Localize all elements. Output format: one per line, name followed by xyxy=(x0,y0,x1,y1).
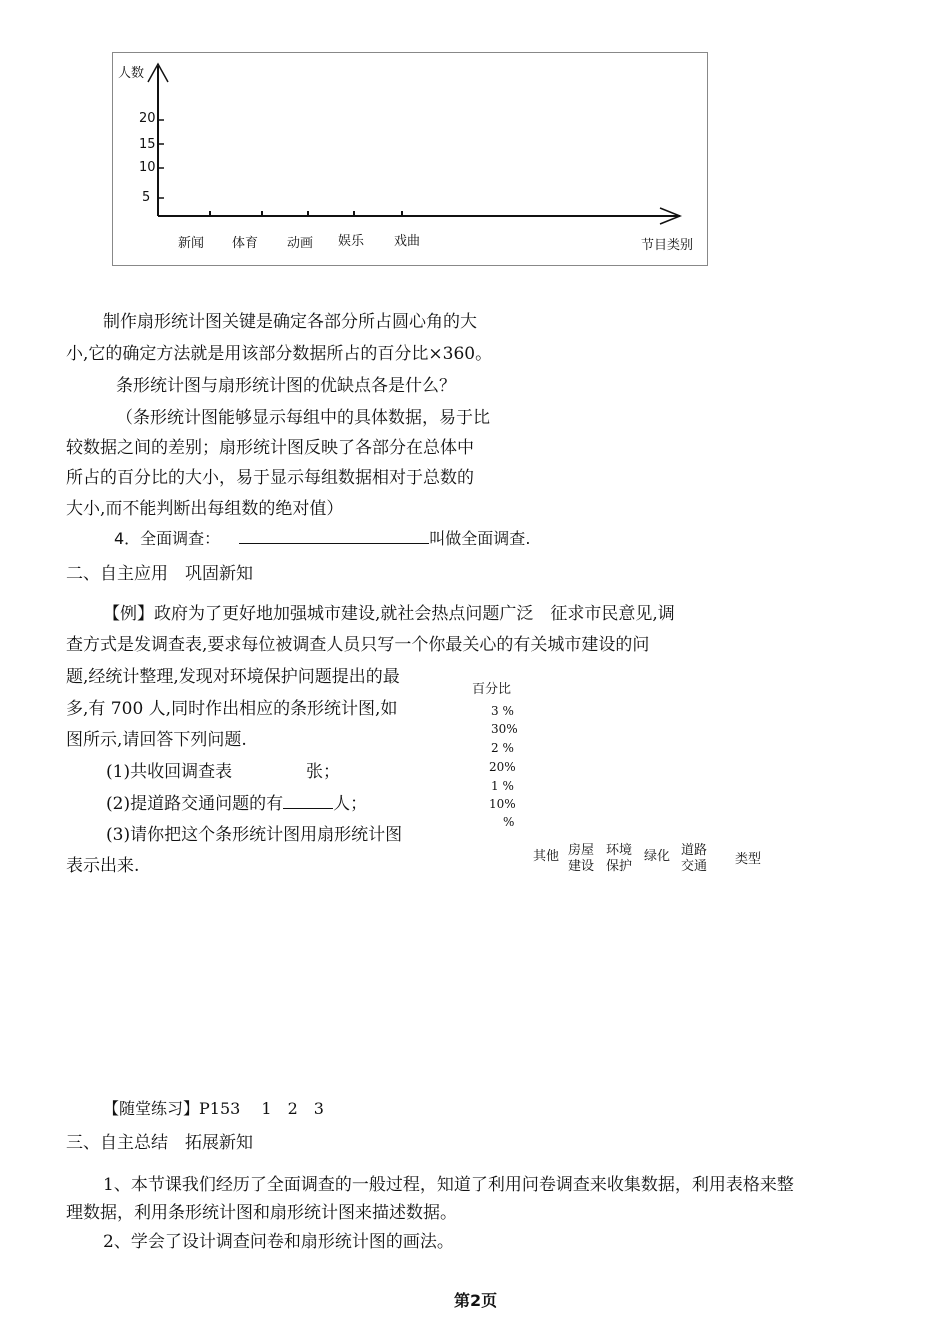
chart2-y-label: 百分比 xyxy=(472,682,512,697)
y-tick-label: 20 xyxy=(139,111,156,126)
x-category-label: 戏曲 xyxy=(394,234,421,249)
category-line: 道路 xyxy=(681,843,708,858)
x-axis-label: 节目类别 xyxy=(641,238,694,253)
x-category-label: 新闻 xyxy=(178,236,205,251)
category-line: 交通 xyxy=(681,859,708,874)
text-line: 1、本节课我们经历了全面调查的一般过程，知道了利用问卷调查来收集数据，利用表格来整 xyxy=(103,1175,794,1195)
item-end: . xyxy=(525,529,531,548)
x-category-label: 娱乐 xyxy=(338,234,365,249)
category-line: 保护 xyxy=(606,859,633,874)
chart2-category xyxy=(568,843,594,875)
chart2-y-tick: 30% xyxy=(491,722,518,736)
text-line: 大小,而不能判断出每组数的绝对值） xyxy=(66,499,344,519)
text-line: 图所示,请回答下列问题. xyxy=(66,730,247,750)
chart2-y-tick: 20% xyxy=(489,760,516,774)
item-prefix: 4．全面调查： xyxy=(114,529,221,548)
text-line: 理数据，利用条形统计图和扇形统计图来描述数据。 xyxy=(66,1203,457,1223)
fill-blank[interactable] xyxy=(283,808,333,809)
category-line: 房屋 xyxy=(568,843,595,858)
chart2-category xyxy=(681,843,707,875)
y-tick-label: 10 xyxy=(139,160,156,175)
text-line: 所占的百分比的大小，易于显示每组数据相对于总数的 xyxy=(66,468,474,488)
chart2-x-label: 类型 xyxy=(735,852,762,867)
question-2-text: (2)提道路交通问题的有 xyxy=(106,794,284,814)
text-line: 条形统计图与扇形统计图的优缺点各是什么？ xyxy=(116,376,456,396)
chart2-category xyxy=(606,843,632,875)
text-line: 小,它的确定方法就是用该部分数据所占的百分比×360。 xyxy=(66,344,493,364)
practice-line: 【随堂练习】P153 1 2 3 xyxy=(103,1099,324,1118)
chart2-y-tick: % xyxy=(503,815,515,829)
category-line: 环境 xyxy=(606,843,633,858)
question-3: (3)请你把这个条形统计图用扇形统计图 xyxy=(106,825,403,845)
chart2-category: 绿化 xyxy=(644,849,671,864)
item-term: 全面调查 xyxy=(461,529,526,548)
chart2-category: 其他 xyxy=(533,849,560,864)
chart2-y-tick: 2 % xyxy=(491,741,514,755)
text-line: 较数据之间的差别；扇形统计图反映了各部分在总体中 xyxy=(66,438,474,458)
question-3-cont: 表示出来. xyxy=(66,856,140,876)
chart2-y-tick: 1 % xyxy=(491,779,514,793)
question-2 xyxy=(106,789,367,814)
page-number: 第2页 xyxy=(454,1291,498,1310)
definition-item xyxy=(114,526,530,549)
category-line: 建设 xyxy=(568,859,595,874)
text-line: 制作扇形统计图关键是确定各部分所占圆心角的大 xyxy=(103,312,477,332)
y-axis-label: 人数 xyxy=(118,66,145,81)
item-middle: 叫做 xyxy=(429,529,462,548)
y-tick-label: 5 xyxy=(142,190,151,205)
question-1-unit: 张； xyxy=(306,762,340,782)
x-category-label: 动画 xyxy=(287,236,314,251)
y-tick-label: 15 xyxy=(139,137,156,152)
chart2-y-tick: 3 % xyxy=(491,704,514,718)
text-line: 查方式是发调查表,要求每位被调查人员只写一个你最关心的有关城市建设的问 xyxy=(66,635,650,655)
text-line: 【例】政府为了更好地加强城市建设,就社会热点问题广泛 征求市民意见,调 xyxy=(103,604,675,624)
section-heading: 二、自主应用 巩固新知 xyxy=(66,564,253,584)
question-1: (1)共收回调查表 xyxy=(106,762,233,782)
section-heading: 三、自主总结 拓展新知 xyxy=(66,1133,253,1153)
text-line: （条形统计图能够显示每组中的具体数据，易于比 xyxy=(116,408,490,428)
chart2-y-tick: 10% xyxy=(489,797,516,811)
text-line: 题,经统计整理,发现对环境保护问题提出的最 xyxy=(66,667,400,687)
question-2-unit: 人； xyxy=(333,794,368,814)
text-line: 多,有 700 人,同时作出相应的条形统计图,如 xyxy=(66,699,398,719)
fill-blank[interactable] xyxy=(239,543,429,544)
x-category-label: 体育 xyxy=(232,236,259,251)
text-line: 2、学会了设计调查问卷和扇形统计图的画法。 xyxy=(103,1232,454,1252)
